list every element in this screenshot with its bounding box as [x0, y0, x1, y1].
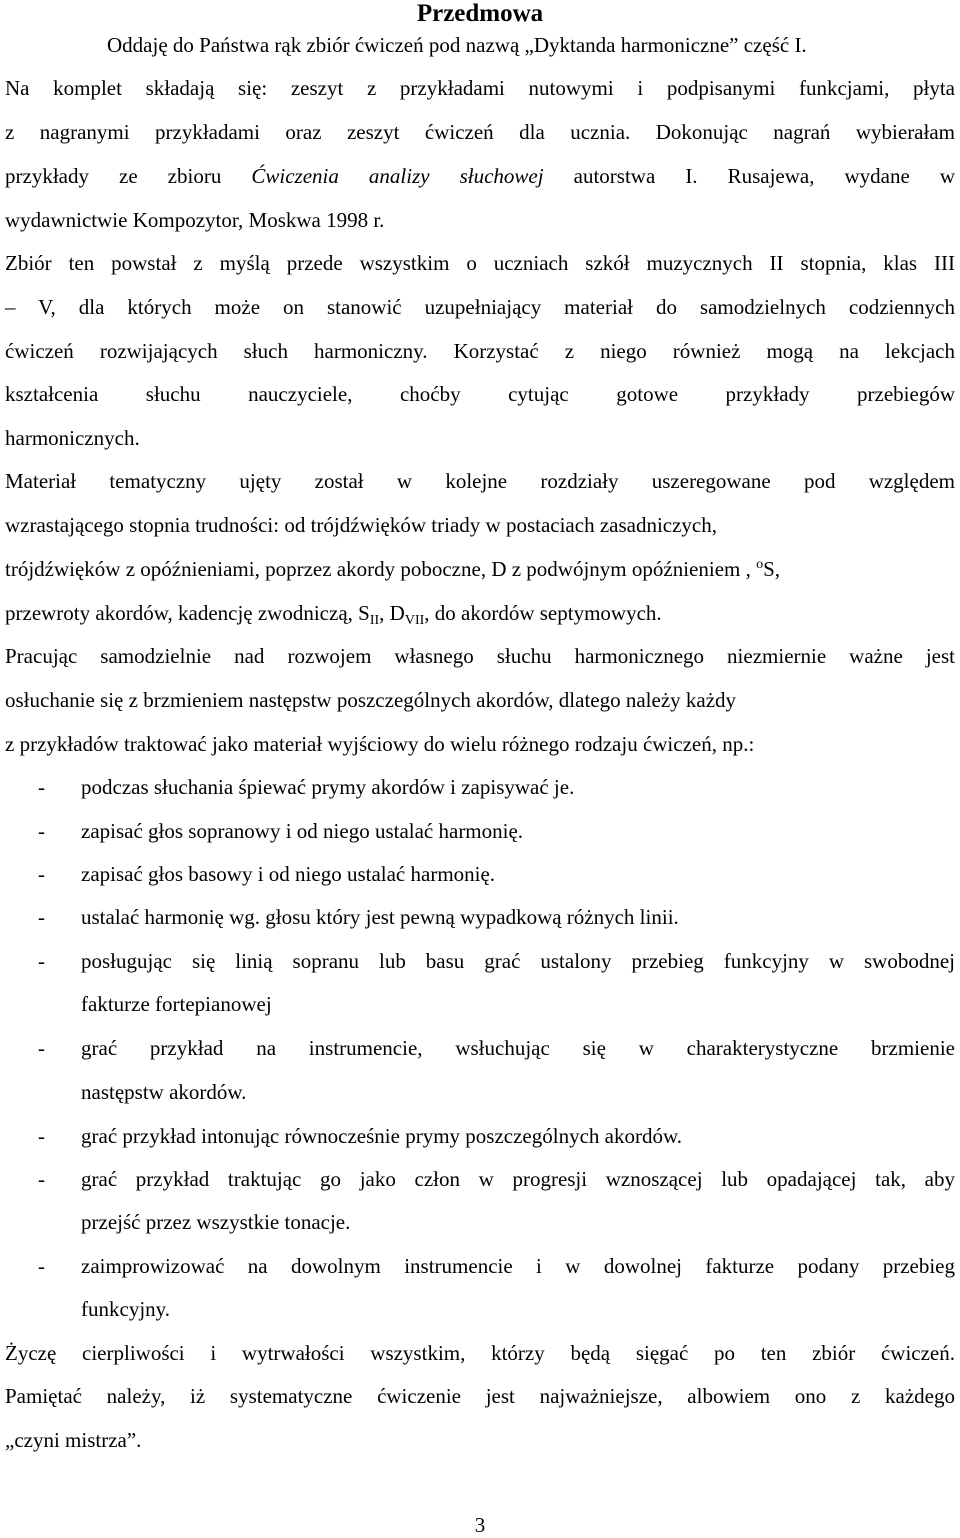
list-item-6-line-2: następstw akordów. [81, 1080, 247, 1104]
paragraph-1-line-4-start: przykłady ze zbioru [5, 164, 222, 188]
paragraph-3-line-3-end: S, [763, 557, 781, 581]
paragraph-1-line-1: Oddaję do Państwa rąk zbiór ćwiczeń pod nazwą „Dyktanda harmoniczne” część I. [107, 33, 807, 57]
paragraph-1-line-2: Na komplet składają się: zeszyt z przykładami nutowymi i podpisanymi funkcjami, płyta [5, 76, 955, 100]
paragraph-4-line-3: z przykładów traktować jako materiał wyjściowy do wielu różnego rodzaju ćwiczeń, np.: [5, 732, 755, 756]
list-dash: - [38, 1254, 45, 1278]
paragraph-2-line-1: Zbiór ten powstał z myślą przede wszystkim o uczniach szkół muzycznych II stopnia, klas III [5, 251, 955, 275]
paragraph-2-line-4: kształcenia słuchu nauczyciele, choćby cytując gotowe przykłady przebiegów [5, 382, 955, 406]
paragraph-3-line-4-end: , do akordów septymowych. [424, 601, 662, 625]
list-dash: - [38, 1167, 45, 1191]
paragraph-2-line-2: – V, dla których może on stanowić uzupełniający materiał do samodzielnych codziennych [5, 295, 955, 319]
paragraph-3-line-2: wzrastającego stopnia trudności: od trójdźwięków triady w postaciach zasadniczych, [5, 513, 718, 537]
paragraph-3-line-4-text: przewroty akordów, kadencję zwodniczą, S [5, 601, 370, 625]
list-dash: - [38, 819, 45, 843]
paragraph-4-line-1: Pracując samodzielnie nad rozwojem własnego słuchu harmonicznego niezmiernie ważne jest [5, 644, 955, 668]
list-item-9-line-2: funkcyjny. [81, 1297, 171, 1321]
subscript-vii: VII [404, 613, 425, 628]
list-item-8-line-1: grać przykład traktując go jako człon w progresji wznoszącej lub opadającej tak, aby [81, 1167, 955, 1191]
page-title: Przedmowa [416, 0, 544, 27]
paragraph-2-line-5: harmonicznych. [5, 426, 140, 450]
list-dash: - [38, 862, 45, 886]
list-item-6-line-1: grać przykład na instrumencie, wsłuchując się w charakterystyczne brzmienie [81, 1036, 955, 1060]
list-dash: - [38, 775, 45, 799]
list-item-5-line-1: posługując się linią sopranu lub basu grać ustalony przebieg funkcyjny w swobodnej [81, 949, 955, 973]
paragraph-1-line-4-end: autorstwa I. Rusajewa, wydane w [573, 164, 956, 188]
paragraph-2-line-3: ćwiczeń rozwijających słuch harmoniczny. Korzystać z niego również mogą na lekcjach [5, 339, 955, 363]
list-item-8-line-2: przejść przez wszystkie tonacje. [81, 1210, 351, 1234]
subscript-ii: II [369, 613, 380, 628]
paragraph-3-line-1: Materiał tematyczny ujęty został w kolejne rozdziały uszeregowane pod względem [5, 469, 955, 493]
paragraph-3-line-4-mid: , D [379, 601, 405, 625]
paragraph-3-line-3 [5, 556, 955, 582]
list-item-7: grać przykład intonując równocześnie prymy poszczególnych akordów. [81, 1124, 683, 1148]
paragraph-1-line-5: wydawnictwie Kompozytor, Moskwa 1998 r. [5, 208, 385, 232]
list-item-2: zapisać głos sopranowy i od niego ustalać harmonię. [81, 819, 524, 843]
book-title-italic: Ćwiczenia analizy słuchowej [251, 164, 544, 188]
list-item-5-line-2: fakturze fortepianowej [81, 992, 272, 1016]
list-item-4: ustalać harmonię wg. głosu który jest pewną wypadkową różnych linii. [81, 905, 679, 929]
list-dash: - [38, 1036, 45, 1060]
list-item-3: zapisać głos basowy i od niego ustalać harmonię. [81, 862, 496, 886]
list-dash: - [38, 949, 45, 973]
list-item-1: podczas słuchania śpiewać prymy akordów i zapisywać je. [81, 775, 575, 799]
paragraph-5-line-1: Życzę cierpliwości i wytrwałości wszystkim, którzy będą sięgać po ten zbiór ćwiczeń. [5, 1341, 955, 1365]
list-item-9-line-1: zaimprowizować na dowolnym instrumencie i w dowolnej fakturze podany przebieg [81, 1254, 955, 1278]
page-number: 3 [474, 1513, 486, 1537]
paragraph-1-line-3: z nagranymi przykładami oraz zeszyt ćwiczeń dla ucznia. Dokonując nagrań wybierałam [5, 120, 955, 144]
paragraph-5-line-3: „czyni mistrza”. [5, 1428, 142, 1452]
paragraph-4-line-2: osłuchanie się z brzmieniem następstw poszczególnych akordów, dlatego należy każdy [5, 688, 737, 712]
superscript-o: o [756, 557, 764, 572]
paragraph-1-line-4 [5, 163, 955, 189]
paragraph-5-line-2: Pamiętać należy, iż systematyczne ćwiczenie jest najważniejsze, albowiem ono z każdego [5, 1384, 955, 1408]
paragraph-3-line-4 [5, 600, 955, 626]
paragraph-3-line-3-text: trójdźwięków z opóźnieniami, poprzez akordy poboczne, D z podwójnym opóźnieniem , [5, 557, 751, 581]
list-dash: - [38, 1124, 45, 1148]
list-dash: - [38, 905, 45, 929]
